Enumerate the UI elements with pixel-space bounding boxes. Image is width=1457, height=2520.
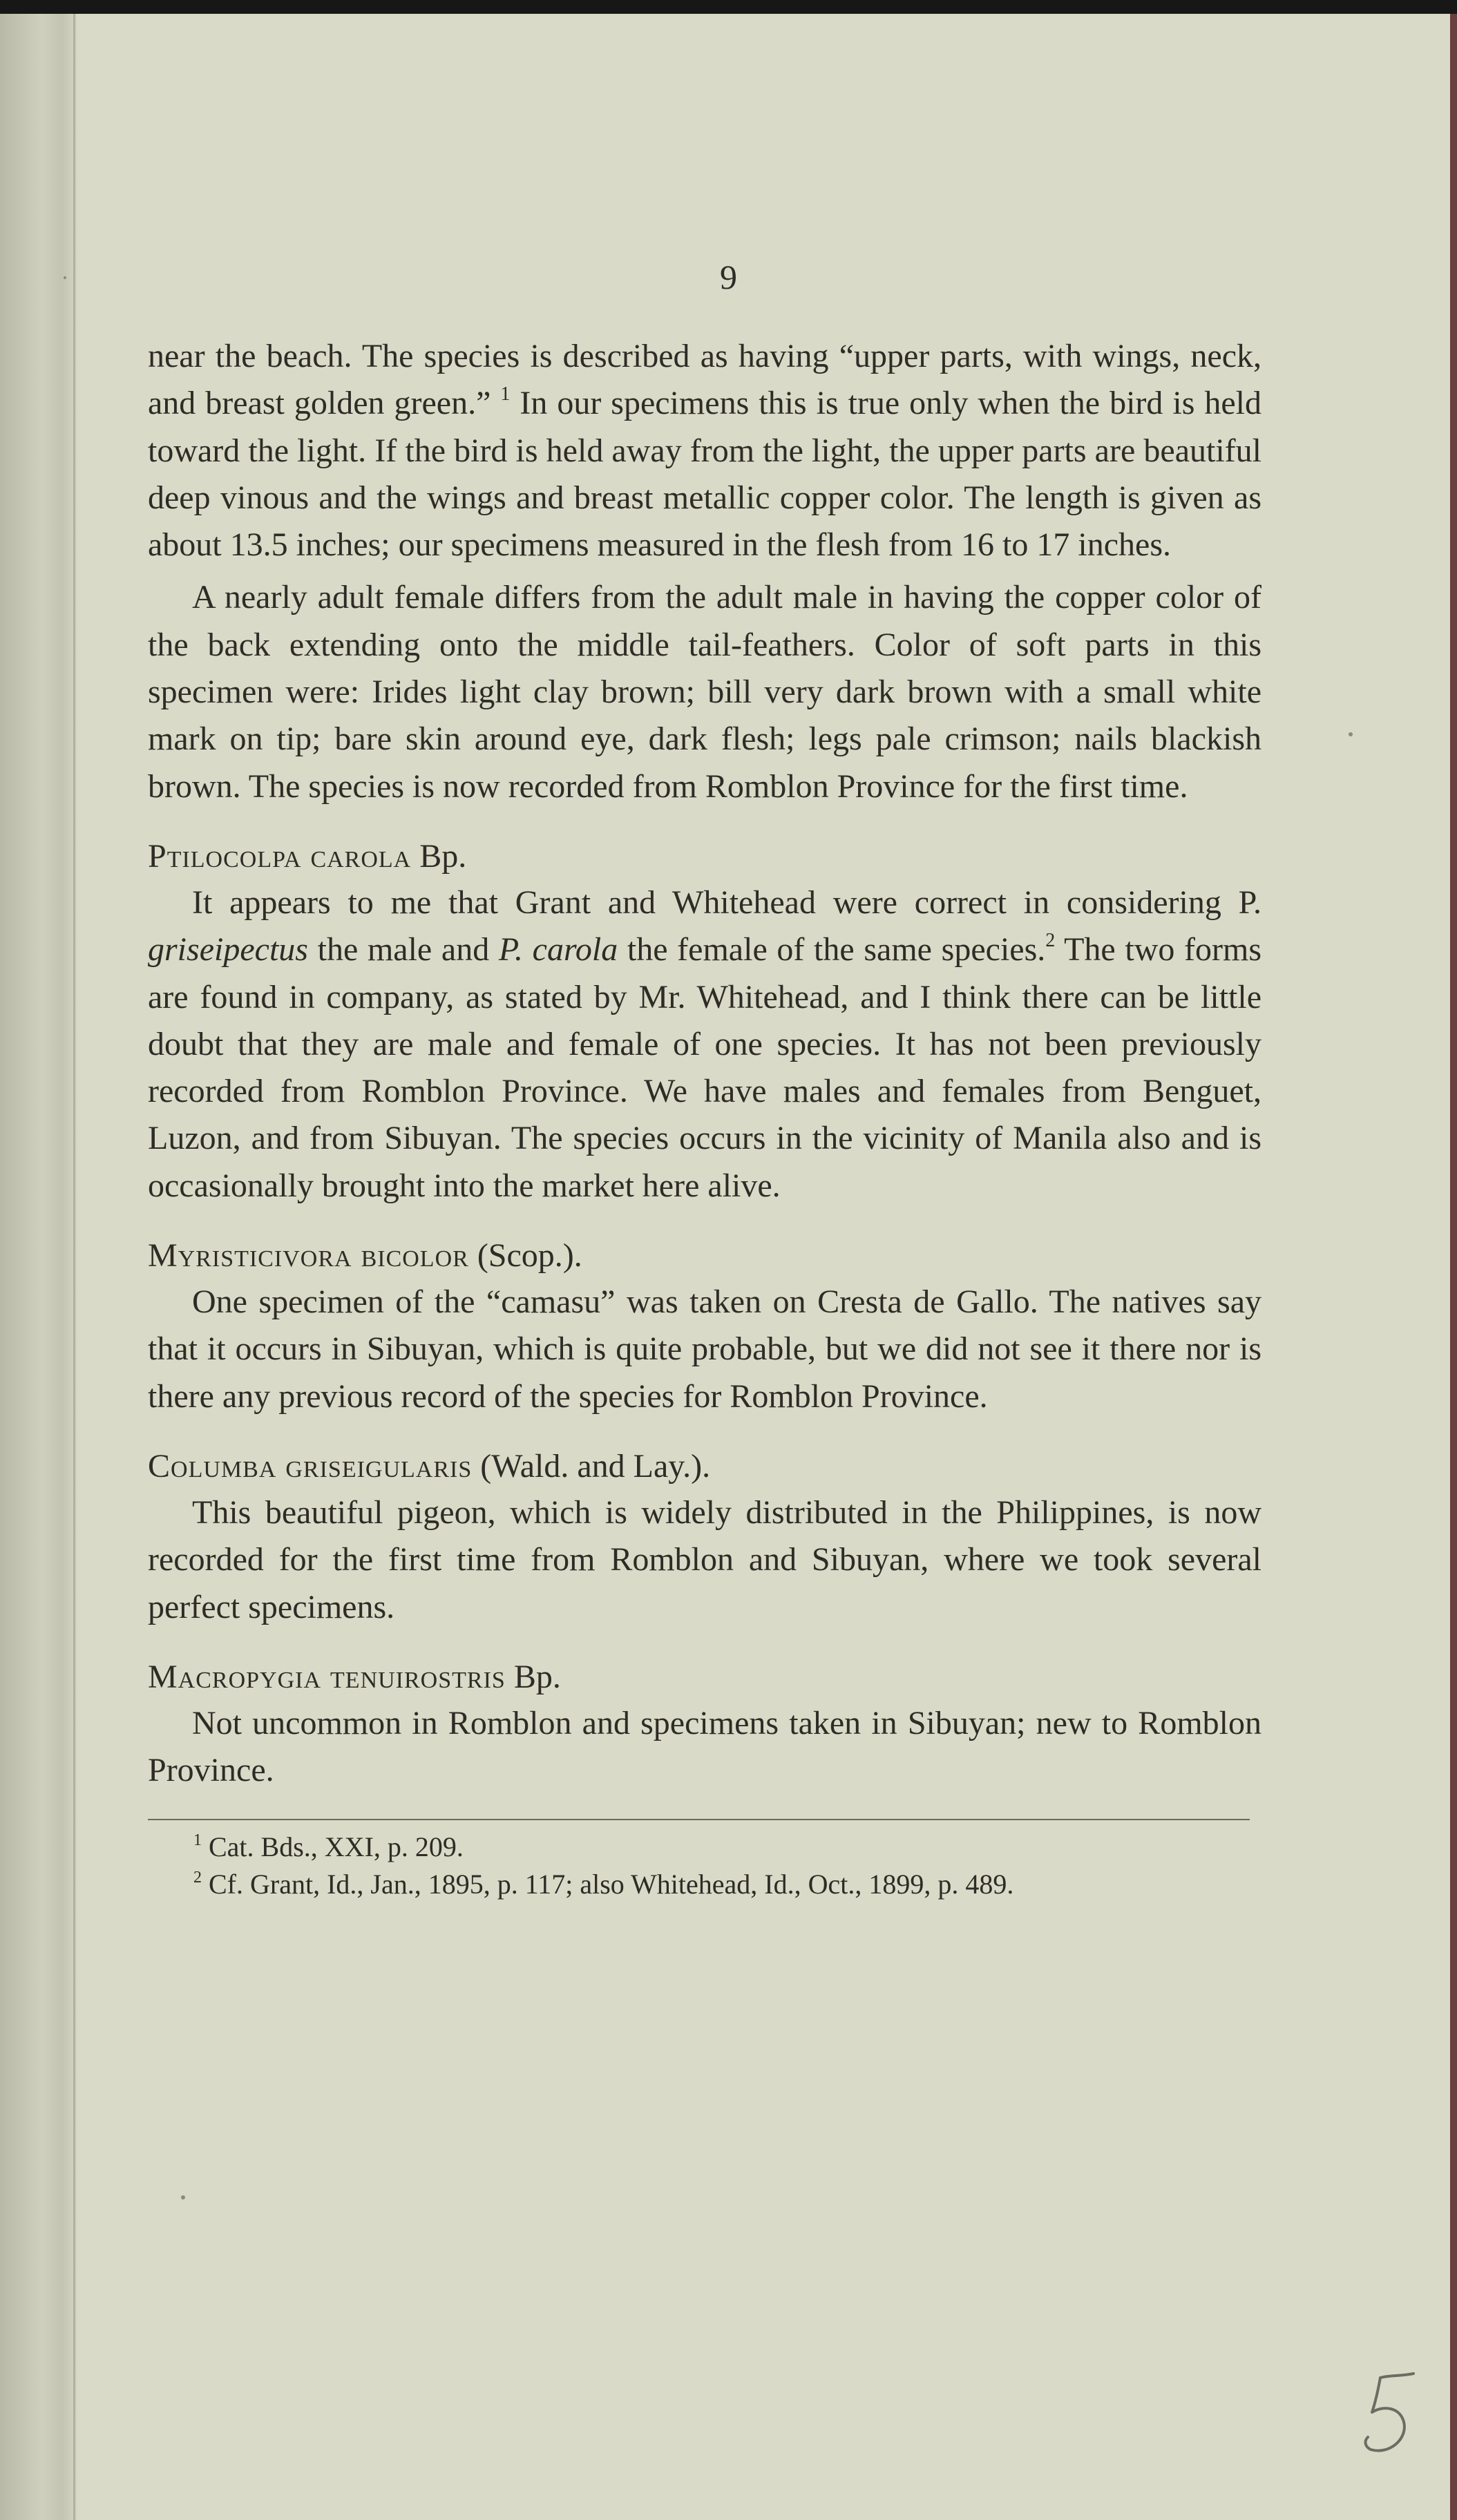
paragraph-continued — [148, 333, 1261, 569]
gutter-fold-line — [73, 14, 75, 2520]
scan-right-border — [1450, 14, 1457, 2520]
species-name: Macropygia tenuirostris — [148, 1658, 506, 1695]
footnote-text: Cat. Bds., XXI, p. 209. — [202, 1831, 464, 1863]
species-heading — [148, 834, 1261, 879]
page-body — [148, 333, 1261, 1903]
species-heading — [148, 1233, 1261, 1279]
paragraph-text: the female of the same species. — [618, 931, 1046, 968]
footnote — [148, 1866, 1261, 1903]
scan-top-border — [0, 0, 1457, 14]
species-author: (Scop.). — [468, 1237, 582, 1275]
footnote-ref: 1 — [500, 383, 511, 405]
species-paragraph: Not uncommon in Romblon and specimens taken in Sibuyan; new to Romblon Province. — [148, 1704, 1261, 1789]
paper-speck — [181, 2195, 185, 2199]
footnote — [148, 1829, 1261, 1866]
footnote-mark: 1 — [193, 1831, 202, 1850]
species-paragraph — [148, 879, 1261, 1210]
footnote-text: Cf. Grant, Id., Jan., 1895, p. 117; also Whitehead, Id., Oct., 1899, p. 489. — [202, 1869, 1014, 1900]
species-heading — [148, 1654, 1261, 1700]
species-paragraph: This beautiful pigeon, which is widely distributed in the Philippines, is now recorded for the first time from Romblon and Sibuyan, where we took several perfect specimens. — [148, 1493, 1261, 1625]
footnote-ref: 2 — [1045, 930, 1056, 952]
paragraph-text: In our specimens this is true only when the bird is held toward the light. If the bird is held away from the light, the upper parts are beautiful deep vinous and the wings and breast metallic copper color. The length is given as about 13.5 inches; our specimens measured in the flesh from 16 to 17 inches. — [148, 385, 1262, 564]
page-gutter — [0, 14, 77, 2520]
italic-species: P. carola — [498, 931, 618, 968]
species-paragraph: One specimen of the “camasu” was taken on Cresta de Gallo. The natives say that it occurs in Sibuyan, which is quite probable, but we did not see it there nor is there any previous record of the species for Romblon Province. — [148, 1283, 1261, 1415]
paragraph-text: the male and — [307, 931, 499, 968]
page-number: 9 — [720, 258, 737, 296]
species-name: Myristicivora bicolor — [148, 1237, 469, 1275]
species-name: Columba griseigularis — [148, 1447, 473, 1485]
species-heading — [148, 1444, 1261, 1489]
paragraph-female-description: A nearly adult female differs from the adult male in having the copper color of the back extending onto the middle tail-feathers. Color of soft parts in this specimen were: Irides light clay brown; bill very dark brown with a small white mark on tip; bare skin around eye, dark flesh; legs pale crimson; nails blackish brown. The species is now recorded from Romblon Province for the first time. — [148, 579, 1261, 805]
footnote-divider — [148, 1819, 1250, 1820]
footnote-mark: 2 — [193, 1869, 202, 1887]
species-author: Bp. — [411, 837, 467, 875]
footnotes — [148, 1829, 1261, 1903]
paper-speck — [1349, 732, 1353, 736]
species-author: Bp. — [505, 1658, 561, 1695]
species-author: (Wald. and Lay.). — [472, 1447, 711, 1485]
paragraph-text: The two forms are found in company, as stated by Mr. Whitehead, and I think there can be little doubt that they are male and female of one species. It has not been previously recorded from Romblon Province. We have males and females from Benguet, Luzon, and from Sibuyan. The species occurs in the vicinity of Manila also and is occasionally brought into the market here alive. — [148, 931, 1261, 1204]
handwritten-page-mark — [1360, 2369, 1418, 2459]
italic-species: griseipectus — [148, 931, 308, 968]
paragraph-text: It appears to me that Grant and Whitehead were correct in considering P. — [192, 884, 1261, 921]
paragraph-text: near the beach. The species is described as having “upper parts, with wings, neck, and breast golden green.” — [148, 338, 1261, 422]
species-name: Ptilocolpa carola — [148, 837, 412, 875]
